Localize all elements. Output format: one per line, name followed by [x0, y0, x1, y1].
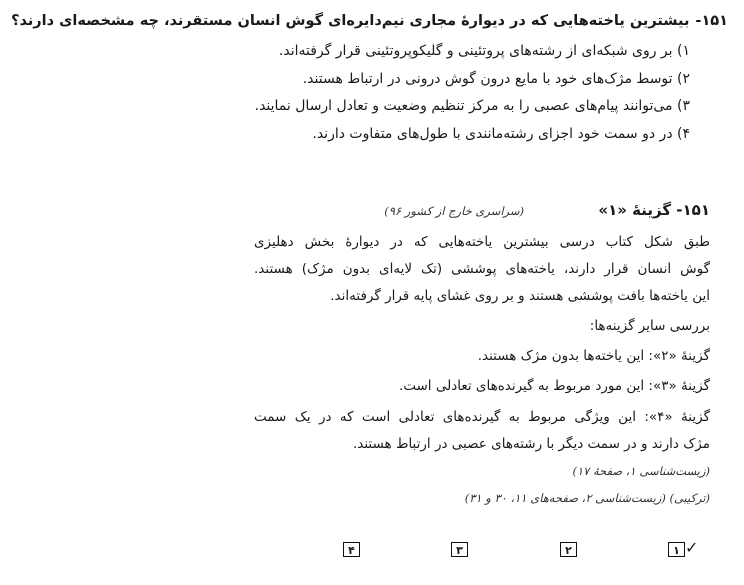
answer-explanation [254, 229, 710, 512]
question-line [13, 10, 728, 32]
options-list [50, 38, 690, 148]
choice-box-1[interactable]: ۱ [668, 542, 685, 557]
review-title: بررسی سایر گزینه‌ها: [589, 318, 710, 334]
correct-check-icon: ✓ [685, 538, 699, 557]
review-option-3: گزینهٔ «۳»: این مورد مربوط به گیرنده‌های تعادلی است. [398, 378, 710, 394]
option-3: ۳) می‌توانند پیام‌های عصبی را به مرکز تنظیم وضعیت و تعادل ارسال نمایند. [254, 98, 690, 114]
review-option-4-line-2: مژک دارند و در سمت دیگر با رشته‌های عصبی در ارتباط هستند. [352, 436, 710, 452]
answer-source: (سراسری خارج از کشور ۹۶) [384, 204, 524, 218]
choice-box-4[interactable]: ۴ [343, 542, 360, 557]
reference-2: (ترکیبی) (زیست‌شناسی ۲، صفحه‌های ۱۱، ۳۰ و ۳۱) [464, 491, 710, 505]
question-text: بیشترین یاخته‌هایی که در دیوارهٔ مجاری نیم‌دایره‌ای گوش انسان مستقرند، چه مشخصه‌ای دارند؟ [11, 13, 690, 29]
question-number: ۱۵۱- [695, 13, 728, 29]
explanation-line-3: این یاخته‌ها بافت پوششی هستند و بر روی غشای پایه قرار گرفته‌اند. [330, 288, 710, 304]
answer-header [110, 201, 710, 225]
review-option-2: گزینهٔ «۲»: این یاخته‌ها بدون مژک هستند. [477, 348, 710, 364]
answer-choices [0, 535, 744, 565]
answer-title: ۱۵۱- گزینهٔ «۱» [598, 201, 710, 219]
option-4: ۴) در دو سمت خود اجزای رشته‌مانندی با طول‌های متفاوت دارند. [312, 125, 690, 142]
review-option-4-line-1: گزینهٔ «۴»: این ویژگی مربوط به گیرنده‌های تعادلی است که در یک سمت [254, 409, 710, 425]
explanation-line-2: گوش انسان قرار دارند، یاخته‌های پوششی (تک لایه‌ای بدون مژک) هستند. [254, 261, 710, 277]
explanation-line-1: طبق شکل کتاب درسی بیشترین یاخته‌هایی که در دیوارهٔ بخش دهلیزی [254, 234, 710, 250]
choice-box-2[interactable]: ۲ [560, 542, 577, 557]
option-1: ۱) بر روی شبکه‌ای از رشته‌های پروتئینی و گلیکوپروتئینی قرار گرفته‌اند. [278, 43, 690, 59]
option-2: ۲) توسط مژک‌های خود با مایع درون گوش درونی در ارتباط هستند. [302, 70, 690, 87]
reference-1: (زیست‌شناسی ۱، صفحهٔ ۱۷) [572, 464, 710, 478]
choice-box-3[interactable]: ۳ [451, 542, 468, 557]
